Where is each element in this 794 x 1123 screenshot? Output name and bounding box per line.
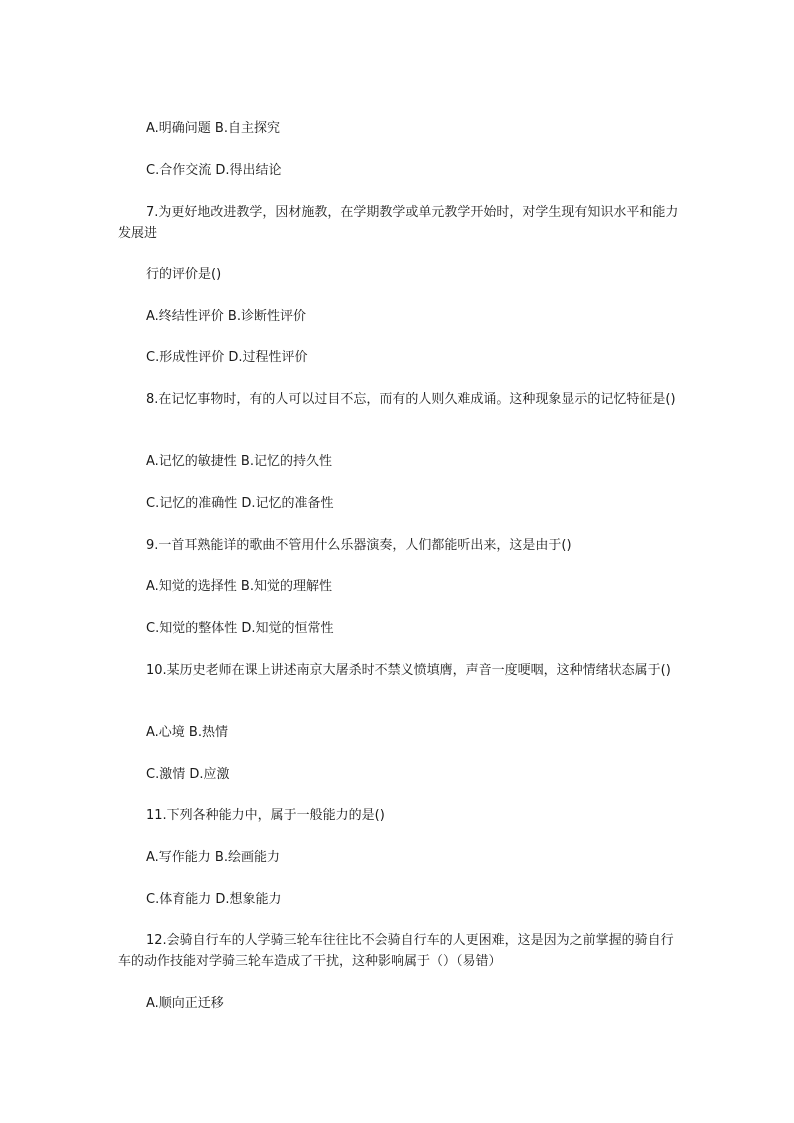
question-12-text: 12.会骑自行车的人学骑三轮车往往比不会骑自行车的人更困难，这是因为之前掌握的骑自行车的动作技能对学骑三轮车造成了干扰，这种影响属于（）（易错）	[118, 933, 674, 969]
question-9-text: 9.一首耳熟能详的歌曲不管用什么乐器演奏，人们都能听出来，这是由于()	[146, 538, 572, 553]
option-line: C.合作交流 D.得出结论	[146, 163, 282, 178]
option-line: A.明确问题 B.自主探究	[146, 121, 280, 136]
option-line: A.写作能力 B.绘画能力	[146, 850, 280, 865]
option-line: C.体育能力 D.想象能力	[146, 892, 282, 907]
option-line: A.顺向正迁移	[146, 996, 224, 1011]
option-line: A.心境 B.热情	[146, 725, 228, 740]
option-line: C.形成性评价 D.过程性评价	[146, 350, 308, 365]
option-line: A.终结性评价 B.诊断性评价	[146, 309, 306, 324]
question-11-text: 11.下列各种能力中，属于一般能力的是()	[146, 808, 385, 823]
option-line: A.知觉的选择性 B.知觉的理解性	[146, 579, 332, 594]
option-line: C.记忆的准确性 D.记忆的准备性	[146, 496, 334, 511]
question-10-text: 10.某历史老师在课上讲述南京大屠杀时不禁义愤填膺，声音一度哽咽，这种情绪状态属于()	[146, 663, 671, 678]
question-8-text: 8.在记忆事物时，有的人可以过目不忘，而有的人则久难成诵。这种现象显示的记忆特征是()	[146, 392, 676, 407]
question-7-text: 7.为更好地改进教学，因材施教，在学期教学或单元教学开始时，对学生现有知识水平和能力发展进	[118, 205, 679, 241]
question-7-continuation: 行的评价是()	[146, 267, 222, 282]
option-line: A.记忆的敏捷性 B.记忆的持久性	[146, 454, 332, 469]
option-line: C.知觉的整体性 D.知觉的恒常性	[146, 621, 334, 636]
option-line: C.激情 D.应激	[146, 767, 230, 782]
